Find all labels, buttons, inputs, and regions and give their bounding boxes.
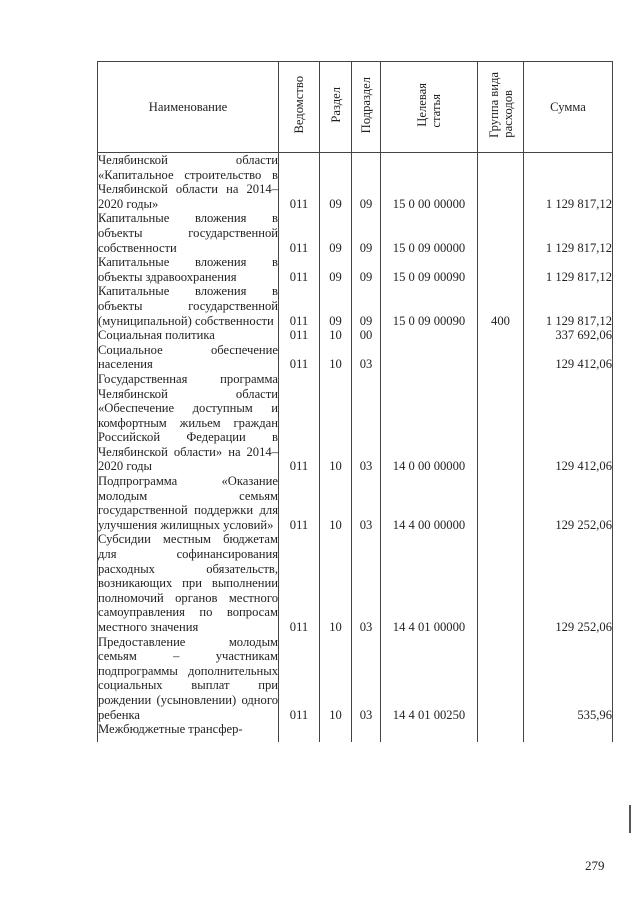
- row-razdel: 10: [320, 343, 352, 372]
- row-vedomstvo: 011: [279, 211, 320, 255]
- row-razdel: 09: [320, 284, 352, 328]
- header-celevaya-statya: Целеваястатья: [381, 62, 478, 153]
- row-vedomstvo: 011: [279, 474, 320, 532]
- header-summa: Сумма: [524, 62, 613, 153]
- row-razdel: 10: [320, 474, 352, 532]
- row-podrazdel: 03: [352, 635, 381, 723]
- table-header-row: [98, 62, 613, 153]
- table-row: [98, 532, 613, 634]
- row-name: Предоставление молодым семьям – участникам подпрограммы дополнительных социальных выплат при рождении (усыновлении) одного ребенка: [98, 634, 278, 722]
- header-vedomstvo: Ведомство: [279, 62, 320, 153]
- row-podrazdel: 03: [352, 372, 381, 474]
- row-gruppa: [478, 532, 524, 634]
- table-row: [98, 722, 613, 742]
- row-gruppa: 400: [478, 284, 524, 328]
- row-summa: 1 129 817,12: [524, 211, 613, 255]
- page-number: 279: [585, 858, 605, 873]
- row-summa: 1 129 817,12: [524, 255, 613, 284]
- row-vedomstvo: 011: [279, 328, 320, 343]
- table-row: [98, 211, 613, 255]
- row-podrazdel: 09: [352, 255, 381, 284]
- row-summa: 1 129 817,12: [524, 153, 613, 212]
- table-row: [98, 343, 613, 372]
- row-name: Челябинской области «Капитальное строительство в Челябинской области на 2014–2020 годы»: [98, 153, 278, 211]
- row-summa: 129 412,06: [524, 343, 613, 372]
- header-gruppa-vida-rashodov: Группа видарасходов: [478, 62, 524, 153]
- row-celevaya-statya: 15 0 00 00000: [381, 153, 478, 212]
- row-gruppa: [478, 722, 524, 742]
- row-vedomstvo: [279, 722, 320, 742]
- row-podrazdel: [352, 722, 381, 742]
- row-gruppa: [478, 153, 524, 212]
- row-podrazdel: 03: [352, 474, 381, 532]
- row-name: Межбюджетные трансфер-: [98, 722, 279, 742]
- row-razdel: 09: [320, 211, 352, 255]
- row-gruppa: [478, 328, 524, 343]
- row-name: Социальная политика: [98, 328, 279, 343]
- row-razdel: 10: [320, 635, 352, 723]
- table-row: [98, 635, 613, 723]
- row-summa: 129 252,06: [524, 532, 613, 634]
- row-celevaya-statya: 14 4 00 00000: [381, 474, 478, 532]
- row-podrazdel: 00: [352, 328, 381, 343]
- row-gruppa: [478, 635, 524, 723]
- table-row: [98, 284, 613, 328]
- row-vedomstvo: 011: [279, 153, 320, 212]
- row-summa: 1 129 817,12: [524, 284, 613, 328]
- row-celevaya-statya: 15 0 09 00090: [381, 255, 478, 284]
- row-podrazdel: 09: [352, 153, 381, 212]
- row-name: Подпрограмма «Оказание молодым семьям государственной поддержки для улучшения жилищных условий»: [98, 474, 278, 532]
- table-row: [98, 328, 613, 343]
- row-name: Субсидии местным бюджетам для софинансирования расходных обязательств, возникающих при выполнении полномочий органов местного самоуправления по вопросам местного значения: [98, 532, 278, 634]
- row-summa: [524, 722, 613, 742]
- table-row: [98, 372, 613, 474]
- row-celevaya-statya: 15 0 09 00090: [381, 284, 478, 328]
- row-razdel: 10: [320, 372, 352, 474]
- row-razdel: 10: [320, 532, 352, 634]
- row-gruppa: [478, 343, 524, 372]
- row-razdel: [320, 722, 352, 742]
- row-podrazdel: 09: [352, 211, 381, 255]
- row-celevaya-statya: 14 0 00 00000: [381, 372, 478, 474]
- row-gruppa: [478, 211, 524, 255]
- row-razdel: 09: [320, 255, 352, 284]
- row-celevaya-statya: [381, 328, 478, 343]
- table-row: [98, 153, 613, 212]
- row-gruppa: [478, 255, 524, 284]
- row-gruppa: [478, 474, 524, 532]
- row-summa: 129 252,06: [524, 474, 613, 532]
- row-vedomstvo: 011: [279, 635, 320, 723]
- row-name: Капитальные вложения в объекты здравоохранения: [98, 255, 278, 284]
- row-name: Капитальные вложения в объекты государственной собственности: [98, 211, 278, 255]
- row-celevaya-statya: [381, 343, 478, 372]
- header-podrazdel: Подраздел: [352, 62, 381, 153]
- header-name: Наименование: [98, 62, 279, 153]
- row-celevaya-statya: 14 4 01 00250: [381, 635, 478, 723]
- budget-table: [97, 61, 613, 742]
- row-podrazdel: 03: [352, 532, 381, 634]
- header-razdel: Раздел: [320, 62, 352, 153]
- row-name: Капитальные вложения в объекты государственной (муниципальной) собственности: [98, 284, 278, 328]
- table-row: [98, 474, 613, 532]
- row-summa: 337 692,06: [524, 328, 613, 343]
- row-razdel: 10: [320, 328, 352, 343]
- row-podrazdel: 09: [352, 284, 381, 328]
- margin-mark: [629, 805, 631, 833]
- row-name: Социальное обеспечение населения: [98, 342, 278, 372]
- row-name: Государственная программа Челябинской области «Обеспечение доступным и комфортным жильем граждан Российской Федерации в Челябинской области» на 2014–2020 годы: [98, 371, 278, 474]
- row-celevaya-statya: [381, 722, 478, 742]
- row-vedomstvo: 011: [279, 284, 320, 328]
- row-vedomstvo: 011: [279, 343, 320, 372]
- row-gruppa: [478, 372, 524, 474]
- row-summa: 129 412,06: [524, 372, 613, 474]
- row-vedomstvo: 011: [279, 255, 320, 284]
- row-summa: 535,96: [524, 635, 613, 723]
- row-vedomstvo: 011: [279, 372, 320, 474]
- table-row: [98, 255, 613, 284]
- row-podrazdel: 03: [352, 343, 381, 372]
- row-celevaya-statya: 14 4 01 00000: [381, 532, 478, 634]
- row-vedomstvo: 011: [279, 532, 320, 634]
- row-celevaya-statya: 15 0 09 00000: [381, 211, 478, 255]
- row-razdel: 09: [320, 153, 352, 212]
